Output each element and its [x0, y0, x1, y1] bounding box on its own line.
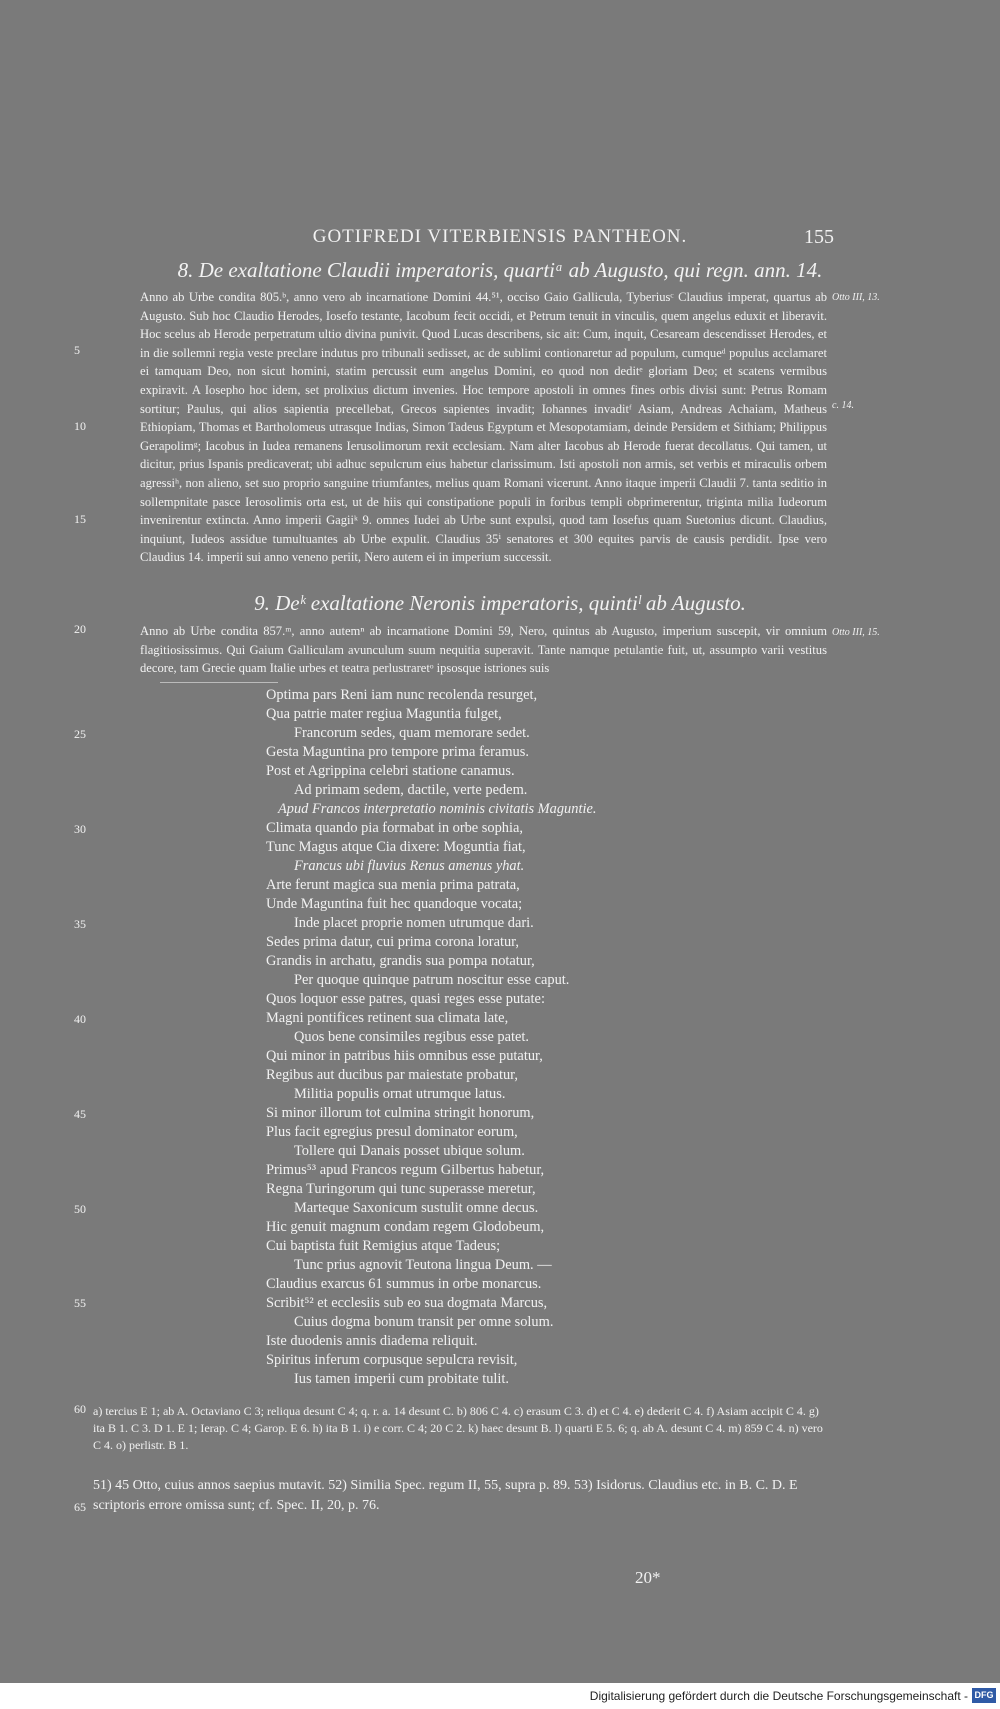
- verse-line: Gesta Maguntina pro tempore prima feramus.: [266, 744, 529, 760]
- verse-separator-rule: [160, 682, 278, 683]
- line-number: 30: [74, 822, 86, 836]
- line-number: 50: [74, 1202, 86, 1216]
- verse-line: Francorum sedes, quam memorare sedet.: [294, 725, 530, 741]
- verse-line: Plus facit egregius presul dominator eorum,: [266, 1124, 518, 1140]
- line-number: 10: [74, 419, 86, 433]
- line-number: 5: [74, 343, 80, 357]
- line-number: 40: [74, 1012, 86, 1026]
- verse-line: Militia populis ornat utrumque latus.: [294, 1086, 506, 1102]
- verse-line: Marteque Saxonicum sustulit omne decus.: [294, 1200, 539, 1216]
- running-title: GOTIFREDI VITERBIENSIS PANTHEON.: [312, 226, 688, 247]
- signature-mark: 20*: [635, 1568, 661, 1587]
- footer-bar: [0, 1683, 1000, 1709]
- verse-line: Quos loquor esse patres, quasi reges esse putate:: [266, 991, 545, 1007]
- verse-line: Cuius dogma bonum transit per omne solum.: [294, 1314, 554, 1330]
- section-text-9: Anno ab Urbe condita 857.ᵐ, anno autemⁿ ab incarnatione Domini 59, Nero, quintus ab Augusto, imperium suscepit, vir omnium flagitiosissimus. Qui Gaium Galliculam avunculum suum nequitia superavit. Tante namque petulantie fuit, ut, assumpto varii vestitus decore, tam Grecie quam Italie urbes et teatra perlustraretᵒ ipsosque istriones suis: [140, 624, 827, 676]
- verse-line: Qui minor in patribus hiis omnibus esse putatur,: [266, 1048, 543, 1064]
- verse-subheading: Apud Francos interpretatio nominis civitatis Maguntie.: [278, 801, 597, 817]
- verse-line: Regibus aut ducibus par maiestate probatur,: [266, 1067, 518, 1083]
- line-number: 35: [74, 917, 86, 931]
- verse-line: Spiritus inferum corpusque sepulcra revisit,: [266, 1352, 518, 1368]
- page-number: 155: [804, 226, 834, 248]
- line-number: 60: [74, 1402, 86, 1416]
- dfg-logo: DFG: [972, 1688, 996, 1703]
- line-number: 20: [74, 622, 86, 636]
- verse-line: Grandis in archatu, grandis sua pompa notatur,: [266, 953, 535, 969]
- verse-line: Quos bene consimiles regibus esse patet.: [294, 1029, 529, 1045]
- section-text-8: Anno ab Urbe condita 805.ᵇ, anno vero ab incarnatione Domini 44.⁵¹, occiso Gaio Gallicula, Tyberiusᶜ Claudius imperat, quartus ab Augusto. Sub hoc Claudio Herodes, Iosefo testante, Iacobum fecit occidi, et Petrum tenuit in vinculis, quem angelus eduxit et liberavit. Hoc scelus ab Herode perpetratum ultio divina punivit. Quod Lucas describens, sic ait: Cum, inquit, Cesaream descendisset Herodes, et in die sollemni regia veste preclare indutus pro tribunali sedisset, ac de sublimi contionaretur ad populum, cumqueᵈ populus acclamaret ei tamquam Deo, non sicut homini, statim percussit eum angelus Domini, eo quod non deditᵉ gloriam Deo; et scatens vermibus expiravit. A Iosepho hoc idem, set prolixius dictum invenies. Hoc tempore apostoli in omnes fines orbis divisi sunt: Petrus Romam sortitur; Paulus, qui alios sapientia precellebat, Grecos sapientes invadit; Iohannes invaditᶠ Asiam, Andreas Achaiam, Matheus Ethiopiam, Thomas et Bartholomeus utrasque Indias, Simon Tadeus Egyptum et Mesopotamiam, deinde Persidem et Sithiam; Philippus Gerapolimᵍ; Iacobus in Iudea remanens Ierusolimorum rexit ecclesiam. Nam alter Iacobus ab Herode fuerat decollatus. Qui tamen, ut dicitur, prius Ispanis predicaverat; ubi adhuc sepulcrum eius habetur clarissimum. Isti apostoli non armis, set verbis et miraculis orbem agressiʰ, non alieno, set suo proprio sanguine triumfantes, melius quam Romani vicerunt. Anno itaque imperii Claudii 7. tanta seditio in sollempnitate pasce Ierosolimis orta est, ut de hiis qui constipatione populi in foribus templi obprimerentur, triginta milia Iudeorum invenirentur extincta. Anno imperii Gagiiᵏ 9. omnes Iudei ab Urbe sunt expulsi, quod tam Iosefus quam Suetonius dicunt. Claudius, inquiunt, Iudeos assidue tumultuantes ab Urbe expulit. Claudius 35ⁱ senatores et 300 equites parvis de causis perdidit. Ipse vero Claudius 14. imperii sui anno veneno periit, Nero autem ei in imperium successit.: [140, 290, 827, 565]
- verse-line: Post et Agrippina celebri statione canamus.: [266, 763, 515, 779]
- verse-line: Qua patrie mater regiua Maguntia fulget,: [266, 706, 502, 722]
- verse-line: Optima pars Reni iam nunc recolenda resurget,: [266, 687, 538, 703]
- verse-line: Cui baptista fuit Remigius atque Tadeus;: [266, 1238, 501, 1254]
- line-number: 15: [74, 512, 86, 526]
- verse-line: Per quoque quinque patrum noscitur esse caput.: [294, 972, 570, 988]
- verse-line: Inde placet proprie nomen utrumque dari.: [294, 915, 534, 931]
- verse-line: Sedes prima datur, cui prima corona loratur,: [266, 934, 519, 950]
- verse-line: Tollere qui Danais posset ubique solum.: [294, 1143, 525, 1159]
- verse-line: Tunc Magus atque Cia dixere: Moguntia fiat,: [266, 839, 526, 855]
- margin-note: Otto III, 15.: [832, 627, 880, 638]
- verse-line: Magni pontifices retinent sua climata late,: [266, 1010, 509, 1026]
- verse-line: Ad primam sedem, dactile, verte pedem.: [294, 782, 528, 798]
- verse-line: Unde Maguntina fuit hec quandoque vocata;: [266, 896, 523, 912]
- line-number: 45: [74, 1107, 86, 1121]
- line-number: 25: [74, 727, 86, 741]
- section-heading-9: 9. Deᵏ exaltatione Neronis imperatoris, quintiˡ ab Augusto.: [254, 591, 746, 615]
- verse-line: Climata quando pia formabat in orbe sophia,: [266, 820, 523, 836]
- verse-line: Arte ferunt magica sua menia prima patrata,: [266, 877, 520, 893]
- verse-line: Francus ubi fluvius Renus amenus yhat.: [294, 858, 525, 874]
- line-number: 55: [74, 1296, 86, 1310]
- section-heading-8: 8. De exaltatione Claudii imperatoris, quartiᵃ ab Augusto, qui regn. ann. 14.: [177, 258, 823, 282]
- verse-line: Iste duodenis annis diadema reliquit.: [266, 1333, 478, 1349]
- verse-line: Primus⁵³ apud Francos regum Gilbertus habetur,: [266, 1162, 545, 1178]
- critical-apparatus: a) tercius E 1; ab A. Octaviano C 3; reliqua desunt C 4; q. r. a. 14 desunt C. b) 806 C 4. c) erasum C 3. d) et C 4. e) dederit C 4. f) Asiam accipit C 4. g) ita B 1. C 3. D 1. E 1; Ierap. C 4; Garop. E 6. h) ita B 1. i) e corr. C 4; 20 C 2. k) haec desunt B. l) quarti E 5. 6; q. ab A. desunt C 4. m) 859 C 4. n) vero C 4. o) perlistr. B 1.: [93, 1404, 823, 1452]
- margin-note: Otto III, 13.: [832, 292, 880, 303]
- verse-line: Regna Turingorum qui tunc superasse meretur,: [266, 1181, 536, 1197]
- margin-note: c. 14.: [832, 400, 854, 411]
- verse-line: Tunc prius agnovit Teutona lingua Deum. —: [294, 1257, 552, 1273]
- footnotes: 51) 45 Otto, cuius annos saepius mutavit. 52) Similia Spec. regum II, 55, supra p. 89. 53) Isidorus. Claudius etc. in B. C. D. E scriptoris errore omissa sunt; cf. Spec. II, 20, p. 76.: [93, 1478, 798, 1513]
- verse-line: Hic genuit magnum condam regem Glodobeum,: [266, 1219, 545, 1235]
- line-number: 65: [74, 1500, 86, 1514]
- verse-line: Claudius exarcus 61 summus in orbe monarcus.: [266, 1276, 542, 1292]
- verse-line: Scribit⁵² et ecclesiis sub eo sua dogmata Marcus,: [266, 1295, 548, 1311]
- funding-credit: Digitalisierung gefördert durch die Deutsche Forschungsgemeinschaft -: [589, 1689, 968, 1703]
- verse-line: Si minor illorum tot culmina stringit honorum,: [266, 1105, 535, 1121]
- verse-line: Ius tamen imperii cum probitate tulit.: [294, 1371, 510, 1387]
